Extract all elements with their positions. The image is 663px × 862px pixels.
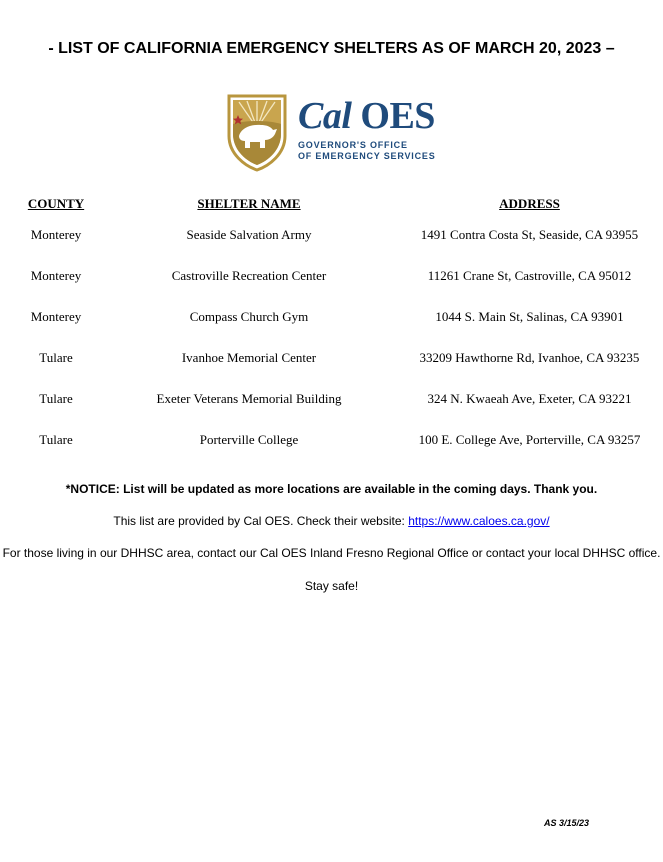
cell-county: Tulare — [39, 431, 73, 447]
logo-subtitle-line1: GOVERNOR'S OFFICE — [298, 140, 408, 150]
provided-by-text: This list are provided by Cal OES. Check their website: — [113, 514, 409, 528]
caloes-website-link[interactable]: https://www.caloes.ca.gov/ — [408, 514, 550, 528]
logo-wordmark-oes: OES — [360, 95, 435, 137]
table-row — [10, 378, 663, 419]
table-row — [10, 214, 663, 255]
table-row — [10, 419, 663, 460]
sign-off-text: Stay safe! — [304, 579, 359, 593]
logo-subtitle-line2: OF EMERGENCY SERVICES — [298, 151, 436, 161]
cell-address: 100 E. College Ave, Porterville, CA 93257 — [418, 431, 641, 447]
cell-address: 11261 Crane St, Castroville, CA 95012 — [427, 267, 632, 283]
column-header-address: ADDRESS — [499, 196, 560, 211]
table-row — [10, 337, 663, 378]
cell-address: 324 N. Kwaeah Ave, Exeter, CA 93221 — [427, 390, 632, 406]
cell-county: Monterey — [30, 308, 82, 324]
logo-wordmark — [298, 94, 435, 138]
cell-address: 1044 S. Main St, Salinas, CA 93901 — [435, 308, 624, 324]
cell-shelter: Compass Church Gym — [189, 308, 309, 324]
cal-oes-seal-icon — [225, 94, 289, 172]
cell-shelter: Ivanhoe Memorial Center — [181, 349, 317, 365]
cell-shelter: Porterville College — [199, 431, 299, 447]
table-row — [10, 255, 663, 296]
table-header-row — [10, 194, 663, 214]
cell-county: Tulare — [39, 390, 73, 406]
footer-date: AS 3/15/23 — [543, 818, 589, 828]
table-row — [10, 296, 663, 337]
cell-county: Monterey — [30, 267, 82, 283]
contact-info-text: For those living in our DHHSC area, contact our Cal OES Inland Fresno Regional Office or contact your local DHHSC office. — [2, 546, 661, 560]
column-header-county: COUNTY — [27, 196, 85, 211]
provided-by-line — [0, 514, 663, 528]
cal-oes-logo — [225, 94, 445, 174]
logo-subtitle — [298, 140, 436, 162]
logo-wordmark-cal: Cal — [298, 95, 352, 137]
cell-county: Tulare — [39, 349, 73, 365]
column-header-shelter: SHELTER NAME — [197, 196, 301, 211]
cell-county: Monterey — [30, 226, 82, 242]
update-notice: *NOTICE: List will be updated as more locations are available in the coming days. Thank you. — [65, 482, 598, 496]
cell-address: 1491 Contra Costa St, Seaside, CA 93955 — [420, 226, 639, 242]
shelter-table — [10, 194, 663, 460]
cell-shelter: Exeter Veterans Memorial Building — [156, 390, 342, 406]
page-title: - LIST OF CALIFORNIA EMERGENCY SHELTERS AS OF MARCH 20, 2023 – — [48, 40, 615, 57]
cell-address: 33209 Hawthorne Rd, Ivanhoe, CA 93235 — [419, 349, 640, 365]
cell-shelter: Seaside Salvation Army — [186, 226, 312, 242]
cell-shelter: Castroville Recreation Center — [171, 267, 327, 283]
